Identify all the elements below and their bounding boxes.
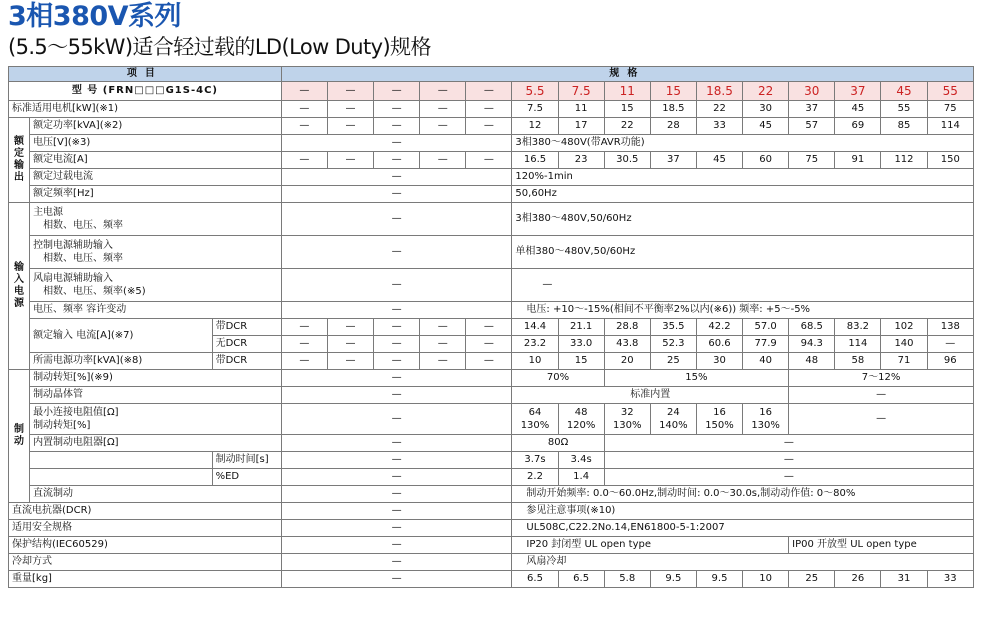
required-capacity-row bbox=[9, 353, 974, 370]
empty-cell: — bbox=[374, 152, 420, 169]
enclosure-row bbox=[9, 537, 974, 554]
motor-row bbox=[9, 101, 974, 118]
min-resistor-label bbox=[30, 404, 282, 435]
motor-cell: 18.5 bbox=[650, 101, 696, 118]
empty-cell: — bbox=[466, 152, 512, 169]
empty-cell: — bbox=[420, 101, 466, 118]
empty-cell: — bbox=[327, 353, 373, 370]
brake-transistor-label: 制动晶体管 bbox=[30, 387, 282, 404]
weight-row bbox=[9, 571, 974, 588]
empty-cell: — bbox=[374, 319, 420, 336]
capacity-cell: 69 bbox=[835, 118, 881, 135]
braking-time-row bbox=[9, 452, 974, 469]
page-title: 3相380V系列 bbox=[8, 1, 182, 32]
motor-cell: 7.5 bbox=[512, 101, 558, 118]
min-resistor-label-2: 制动转矩[%] bbox=[33, 420, 91, 431]
empty-cell: — bbox=[281, 135, 512, 152]
with-dcr-label: 带DCR bbox=[212, 319, 281, 336]
ed-cell: 2.2 bbox=[512, 469, 558, 486]
empty-cell: — bbox=[281, 571, 512, 588]
empty-cell: — bbox=[466, 101, 512, 118]
fan-power-label bbox=[30, 269, 282, 302]
control-power-label-1: 控制电源辅助输入 bbox=[33, 240, 114, 251]
brake-torque-label: 制动转矩[%](※9) bbox=[30, 370, 282, 387]
empty-cell: — bbox=[281, 537, 512, 554]
current-cell: 112 bbox=[881, 152, 927, 169]
current-cell: 23 bbox=[558, 152, 604, 169]
model-label: 型 号 (FRN□□□G1S-4C) bbox=[9, 82, 282, 101]
input-current-cell: 28.8 bbox=[604, 319, 650, 336]
capacity-cell: 114 bbox=[927, 118, 973, 135]
current-cell: 37 bbox=[650, 152, 696, 169]
empty-cell: — bbox=[281, 203, 512, 236]
input-current-cell: 52.3 bbox=[650, 336, 696, 353]
frequency-row bbox=[9, 186, 974, 203]
tolerance-value: 电压: +10～-15%(相间不平衡率2%以内(※6)) 频率: +5～-5% bbox=[512, 302, 974, 319]
min-resistor-ohm: 16 bbox=[759, 407, 772, 418]
empty-cell: — bbox=[374, 82, 420, 101]
motor-cell: 15 bbox=[604, 101, 650, 118]
current-cell: 45 bbox=[696, 152, 742, 169]
empty-cell: — bbox=[466, 353, 512, 370]
empty-cell: — bbox=[466, 118, 512, 135]
motor-cell: 11 bbox=[558, 101, 604, 118]
min-resistor-row bbox=[9, 404, 974, 435]
brake-torque-row bbox=[9, 370, 974, 387]
empty-cell: — bbox=[327, 319, 373, 336]
model-cell: 55 bbox=[927, 82, 973, 101]
empty-cell: — bbox=[374, 118, 420, 135]
input-current-cell: 138 bbox=[927, 319, 973, 336]
empty-cell: — bbox=[281, 353, 327, 370]
input-power-group: 输入电源 bbox=[9, 203, 30, 370]
fan-power-label-1: 风扇电源辅助输入 bbox=[33, 273, 114, 284]
required-capacity-cell: 40 bbox=[743, 353, 789, 370]
model-cell: 22 bbox=[743, 82, 789, 101]
motor-cell: 75 bbox=[927, 101, 973, 118]
ed-cell: 1.4 bbox=[558, 469, 604, 486]
fan-power-row bbox=[9, 269, 974, 302]
min-resistor-cell bbox=[558, 404, 604, 435]
brake-transistor-value: 标准内置 bbox=[512, 387, 789, 404]
model-cell: 5.5 bbox=[512, 82, 558, 101]
cooling-label: 冷却方式 bbox=[9, 554, 282, 571]
weight-cell: 9.5 bbox=[650, 571, 696, 588]
dc-braking-label: 直流制动 bbox=[30, 486, 282, 503]
main-power-label-2: 相数、电压、频率 bbox=[43, 220, 124, 231]
main-power-row bbox=[9, 203, 974, 236]
capacity-cell: 33 bbox=[696, 118, 742, 135]
empty-cell: — bbox=[327, 152, 373, 169]
required-capacity-cell: 58 bbox=[835, 353, 881, 370]
empty-cell: — bbox=[281, 404, 512, 435]
tolerance-label: 电压、频率 容许变动 bbox=[30, 302, 282, 319]
min-resistor-ohm: 16 bbox=[713, 407, 726, 418]
ed-spacer bbox=[30, 469, 213, 486]
empty-cell: — bbox=[281, 486, 512, 503]
current-cell: 91 bbox=[835, 152, 881, 169]
empty-cell: — bbox=[466, 82, 512, 101]
braking-time-label: 制动时间[s] bbox=[212, 452, 281, 469]
header-item: 项目 bbox=[9, 67, 282, 82]
cooling-value: 风扇冷却 bbox=[512, 554, 974, 571]
brake-torque-value: 70% bbox=[512, 370, 604, 387]
standards-value: UL508C,C22.2No.14,EN61800-5-1:2007 bbox=[512, 520, 974, 537]
model-cell: 30 bbox=[789, 82, 835, 101]
min-resistor-cell bbox=[696, 404, 742, 435]
empty-cell: — bbox=[281, 82, 327, 101]
empty-cell: — bbox=[374, 353, 420, 370]
min-resistor-ohm: 48 bbox=[574, 407, 588, 418]
required-capacity-cell: 71 bbox=[881, 353, 927, 370]
min-resistor-label-1: 最小连接电阻值[Ω] bbox=[33, 407, 119, 418]
input-current-cell: 21.1 bbox=[558, 319, 604, 336]
braking-time-rest: — bbox=[604, 452, 973, 469]
empty-cell: — bbox=[420, 336, 466, 353]
ed-rest: — bbox=[604, 469, 973, 486]
main-power-label bbox=[30, 203, 282, 236]
overload-label: 额定过载电流 bbox=[30, 169, 282, 186]
brake-torque-value: 7～12% bbox=[789, 370, 974, 387]
builtin-resistor-rest: — bbox=[604, 435, 973, 452]
empty-cell: — bbox=[281, 169, 512, 186]
brake-transistor-value: — bbox=[789, 387, 974, 404]
enclosure-value-2: IP00 开放型 UL open type bbox=[789, 537, 974, 554]
dcr-value: 参见注意事项(※10) bbox=[512, 503, 974, 520]
input-current-cell: 140 bbox=[881, 336, 927, 353]
model-cell: 37 bbox=[835, 82, 881, 101]
current-cell: 30.5 bbox=[604, 152, 650, 169]
empty-cell: — bbox=[281, 452, 512, 469]
empty-cell: — bbox=[281, 118, 327, 135]
min-resistor-torque: 140% bbox=[659, 420, 688, 431]
capacity-cell: 28 bbox=[650, 118, 696, 135]
input-current-cell: 114 bbox=[835, 336, 881, 353]
input-current-cell: 23.2 bbox=[512, 336, 558, 353]
empty-cell: — bbox=[281, 152, 327, 169]
input-current-cell: 14.4 bbox=[512, 319, 558, 336]
input-current-cell: 68.5 bbox=[789, 319, 835, 336]
min-resistor-cell bbox=[512, 404, 558, 435]
empty-cell: — bbox=[466, 336, 512, 353]
current-cell: 75 bbox=[789, 152, 835, 169]
empty-cell: — bbox=[466, 319, 512, 336]
motor-label: 标准适用电机[kW](※1) bbox=[9, 101, 282, 118]
model-cell: 18.5 bbox=[696, 82, 742, 101]
frequency-value: 50,60Hz bbox=[512, 186, 974, 203]
enclosure-value-1: IP20 封闭型 UL open type bbox=[512, 537, 789, 554]
input-current-label: 额定输入 电流[A](※7) bbox=[30, 319, 213, 353]
rated-output-group: 额定输出 bbox=[9, 118, 30, 203]
capacity-cell: 45 bbox=[743, 118, 789, 135]
capacity-cell: 85 bbox=[881, 118, 927, 135]
builtin-resistor-label: 内置制动电阻器[Ω] bbox=[30, 435, 282, 452]
min-resistor-cell bbox=[604, 404, 650, 435]
dc-braking-value: 制动开始频率: 0.0～60.0Hz,制动时间: 0.0～30.0s,制动动作值: 0～80% bbox=[512, 486, 974, 503]
required-capacity-cell: 20 bbox=[604, 353, 650, 370]
input-current-cell: 33.0 bbox=[558, 336, 604, 353]
required-capacity-cell: 96 bbox=[927, 353, 973, 370]
empty-cell: — bbox=[281, 469, 512, 486]
empty-cell: — bbox=[420, 353, 466, 370]
min-resistor-torque: 130% bbox=[612, 420, 642, 431]
braking-time-spacer bbox=[30, 452, 213, 469]
empty-cell: — bbox=[420, 82, 466, 101]
weight-cell: 9.5 bbox=[696, 571, 742, 588]
min-resistor-torque: 130% bbox=[520, 420, 550, 431]
model-cell: 45 bbox=[881, 82, 927, 101]
voltage-row bbox=[9, 135, 974, 152]
motor-cell: 30 bbox=[743, 101, 789, 118]
empty-cell: — bbox=[281, 520, 512, 537]
empty-cell: — bbox=[374, 336, 420, 353]
builtin-resistor-value: 80Ω bbox=[512, 435, 604, 452]
current-cell: 16.5 bbox=[512, 152, 558, 169]
capacity-cell: 17 bbox=[558, 118, 604, 135]
capacity-label: 额定功率[kVA](※2) bbox=[30, 118, 282, 135]
input-current-cell: 57.0 bbox=[743, 319, 789, 336]
dcr-label: 直流电抗器(DCR) bbox=[9, 503, 282, 520]
input-current-cell: 77.9 bbox=[743, 336, 789, 353]
empty-cell: — bbox=[327, 82, 373, 101]
empty-cell: — bbox=[281, 319, 327, 336]
motor-cell: 55 bbox=[881, 101, 927, 118]
fan-power-label-2: 相数、电压、频率(※5) bbox=[43, 286, 146, 297]
empty-cell: — bbox=[281, 503, 512, 520]
capacity-cell: 22 bbox=[604, 118, 650, 135]
empty-cell: — bbox=[281, 554, 512, 571]
page-subtitle: (5.5～55kW)适合轻过载的LD(Low Duty)规格 bbox=[8, 35, 431, 59]
dc-braking-row bbox=[9, 486, 974, 503]
input-current-cell: 43.8 bbox=[604, 336, 650, 353]
weight-cell: 25 bbox=[789, 571, 835, 588]
min-resistor-ohm: 64 bbox=[528, 407, 542, 418]
control-power-value: 单相380～480V,50/60Hz bbox=[512, 236, 974, 269]
standards-row bbox=[9, 520, 974, 537]
current-cell: 60 bbox=[743, 152, 789, 169]
capacity-cell: 12 bbox=[512, 118, 558, 135]
weight-cell: 33 bbox=[927, 571, 973, 588]
weight-cell: 10 bbox=[743, 571, 789, 588]
current-row bbox=[9, 152, 974, 169]
empty-cell: — bbox=[327, 118, 373, 135]
motor-cell: 37 bbox=[789, 101, 835, 118]
input-current-dcr-row bbox=[9, 319, 974, 336]
empty-cell: — bbox=[281, 236, 512, 269]
min-resistor-ohm: 24 bbox=[666, 407, 680, 418]
ed-row bbox=[9, 469, 974, 486]
input-current-cell: 35.5 bbox=[650, 319, 696, 336]
ed-label: %ED bbox=[212, 469, 281, 486]
model-cell: 7.5 bbox=[558, 82, 604, 101]
empty-cell: — bbox=[281, 370, 512, 387]
empty-cell: — bbox=[374, 101, 420, 118]
empty-cell: — bbox=[420, 118, 466, 135]
min-resistor-torque: 150% bbox=[705, 420, 734, 431]
empty-cell: — bbox=[281, 387, 512, 404]
min-resistor-ohm: 32 bbox=[620, 407, 634, 418]
braking-group: 制动 bbox=[9, 370, 30, 503]
fan-power-value: — bbox=[512, 269, 974, 302]
empty-cell: — bbox=[327, 336, 373, 353]
input-current-cell: 42.2 bbox=[696, 319, 742, 336]
weight-cell: 26 bbox=[835, 571, 881, 588]
required-capacity-cell: 30 bbox=[696, 353, 742, 370]
model-row bbox=[9, 82, 974, 101]
brake-torque-value: 15% bbox=[604, 370, 789, 387]
capacity-cell: 57 bbox=[789, 118, 835, 135]
model-cell: 11 bbox=[604, 82, 650, 101]
spec-table bbox=[8, 66, 974, 588]
voltage-label: 电压[V](※3) bbox=[30, 135, 282, 152]
required-capacity-label: 所需电源功率[kVA](※8) bbox=[30, 353, 213, 370]
header-row bbox=[9, 67, 974, 82]
overload-value: 120%-1min bbox=[512, 169, 974, 186]
input-current-cell: 102 bbox=[881, 319, 927, 336]
required-capacity-cell: 25 bbox=[650, 353, 696, 370]
main-power-value: 3相380～480V,50/60Hz bbox=[512, 203, 974, 236]
header-spec: 规格 bbox=[281, 67, 973, 82]
tolerance-row bbox=[9, 302, 974, 319]
standards-label: 适用安全规格 bbox=[9, 520, 282, 537]
required-capacity-cell: 10 bbox=[512, 353, 558, 370]
required-capacity-cell: 15 bbox=[558, 353, 604, 370]
min-resistor-torque: 120% bbox=[566, 420, 596, 431]
braking-time-cell: 3.7s bbox=[512, 452, 558, 469]
dcr-row bbox=[9, 503, 974, 520]
required-capacity-dcr-label: 带DCR bbox=[212, 353, 281, 370]
capacity-row bbox=[9, 118, 974, 135]
frequency-label: 额定频率[Hz] bbox=[30, 186, 282, 203]
model-cell: 15 bbox=[650, 82, 696, 101]
empty-cell: — bbox=[420, 152, 466, 169]
motor-cell: 45 bbox=[835, 101, 881, 118]
input-current-cell: 94.3 bbox=[789, 336, 835, 353]
min-resistor-rest: — bbox=[789, 404, 974, 435]
min-resistor-cell bbox=[650, 404, 696, 435]
brake-transistor-row bbox=[9, 387, 974, 404]
weight-cell: 6.5 bbox=[512, 571, 558, 588]
empty-cell: — bbox=[281, 302, 512, 319]
weight-label: 重量[kg] bbox=[9, 571, 282, 588]
empty-cell: — bbox=[327, 101, 373, 118]
enclosure-label: 保护结构(IEC60529) bbox=[9, 537, 282, 554]
current-cell: 150 bbox=[927, 152, 973, 169]
overload-row bbox=[9, 169, 974, 186]
braking-time-cell: 3.4s bbox=[558, 452, 604, 469]
empty-cell: — bbox=[281, 336, 327, 353]
empty-cell: — bbox=[420, 319, 466, 336]
empty-cell: — bbox=[281, 269, 512, 302]
weight-cell: 31 bbox=[881, 571, 927, 588]
empty-cell: — bbox=[281, 186, 512, 203]
min-resistor-cell bbox=[743, 404, 789, 435]
builtin-resistor-row bbox=[9, 435, 974, 452]
input-current-cell: 83.2 bbox=[835, 319, 881, 336]
main-power-label-1: 主电源 bbox=[33, 207, 64, 218]
without-dcr-label: 无DCR bbox=[212, 336, 281, 353]
voltage-value: 3相380～480V(带AVR功能) bbox=[512, 135, 974, 152]
empty-cell: — bbox=[281, 435, 512, 452]
weight-cell: 5.8 bbox=[604, 571, 650, 588]
min-resistor-torque: 130% bbox=[751, 420, 780, 431]
input-current-cell: — bbox=[927, 336, 973, 353]
control-power-label-2: 相数、电压、频率 bbox=[43, 253, 124, 264]
cooling-row bbox=[9, 554, 974, 571]
input-current-cell: 60.6 bbox=[696, 336, 742, 353]
empty-cell: — bbox=[281, 101, 327, 118]
motor-cell: 22 bbox=[696, 101, 742, 118]
control-power-label bbox=[30, 236, 282, 269]
control-power-row bbox=[9, 236, 974, 269]
current-label: 额定电流[A] bbox=[30, 152, 282, 169]
required-capacity-cell: 48 bbox=[789, 353, 835, 370]
weight-cell: 6.5 bbox=[558, 571, 604, 588]
